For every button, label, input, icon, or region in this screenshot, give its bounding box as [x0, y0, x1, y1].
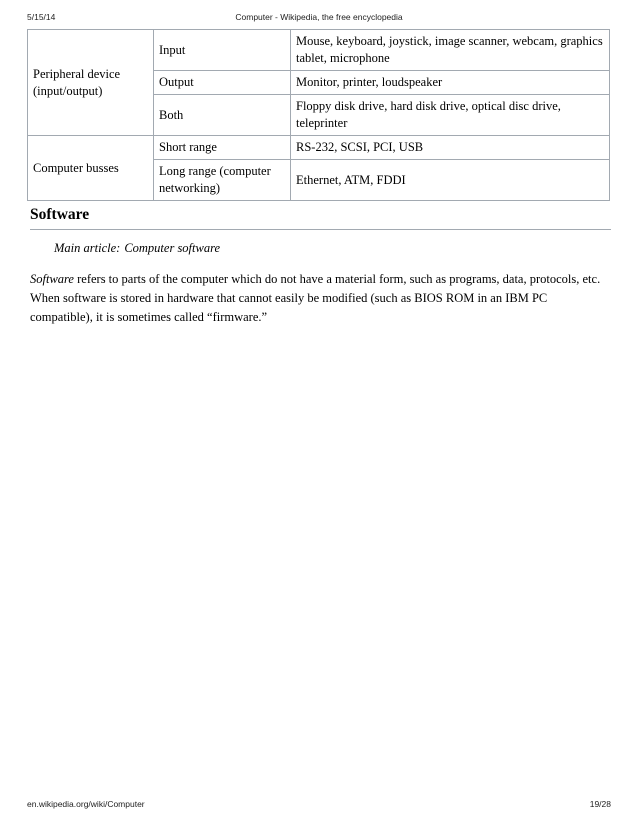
type-cell: Output [154, 71, 291, 95]
section-heading: Software [30, 206, 90, 223]
examples-cell[interactable]: Floppy disk drive, hard disk drive, optical disc drive, teleprinter [291, 95, 610, 136]
section-paragraph [30, 270, 604, 327]
type-cell: Short range [154, 136, 291, 160]
type-cell: Both [154, 95, 291, 136]
type-cell[interactable]: Long range (computer networking) [154, 160, 291, 201]
group-cell[interactable]: Computer busses [28, 136, 154, 201]
print-date: 5/15/14 [27, 12, 56, 22]
hatnote [54, 241, 220, 256]
table-row [28, 136, 610, 160]
type-cell: Input [154, 30, 291, 71]
hatnote-link[interactable]: Computer software [124, 241, 221, 255]
hardware-table [27, 29, 610, 201]
paragraph-lead-link[interactable]: Software [30, 272, 74, 286]
table-row [28, 30, 610, 71]
examples-cell[interactable]: Mouse, keyboard, joystick, image scanner, webcam, graphics tablet, microphone [291, 30, 610, 71]
hatnote-label: Main article: [54, 241, 121, 255]
examples-cell[interactable]: Monitor, printer, loudspeaker [291, 71, 610, 95]
print-url: en.wikipedia.org/wiki/Computer [27, 799, 145, 809]
section-divider [30, 229, 611, 230]
paragraph-text: refers to parts of the computer which do not have a material form, such as programs, data, protocols, etc. When software is stored in hardware that cannot easily be modified (such as BIOS ROM in an IBM PC compatible), it is sometimes called “firmware.” [30, 272, 601, 324]
group-cell[interactable]: Peripheral device (input/output) [28, 30, 154, 136]
examples-cell[interactable]: Ethernet, ATM, FDDI [291, 160, 610, 201]
print-page-number: 19/28 [589, 799, 611, 809]
examples-cell[interactable]: RS-232, SCSI, PCI, USB [291, 136, 610, 160]
print-page-title: Computer - Wikipedia, the free encyclopedia [235, 12, 403, 22]
